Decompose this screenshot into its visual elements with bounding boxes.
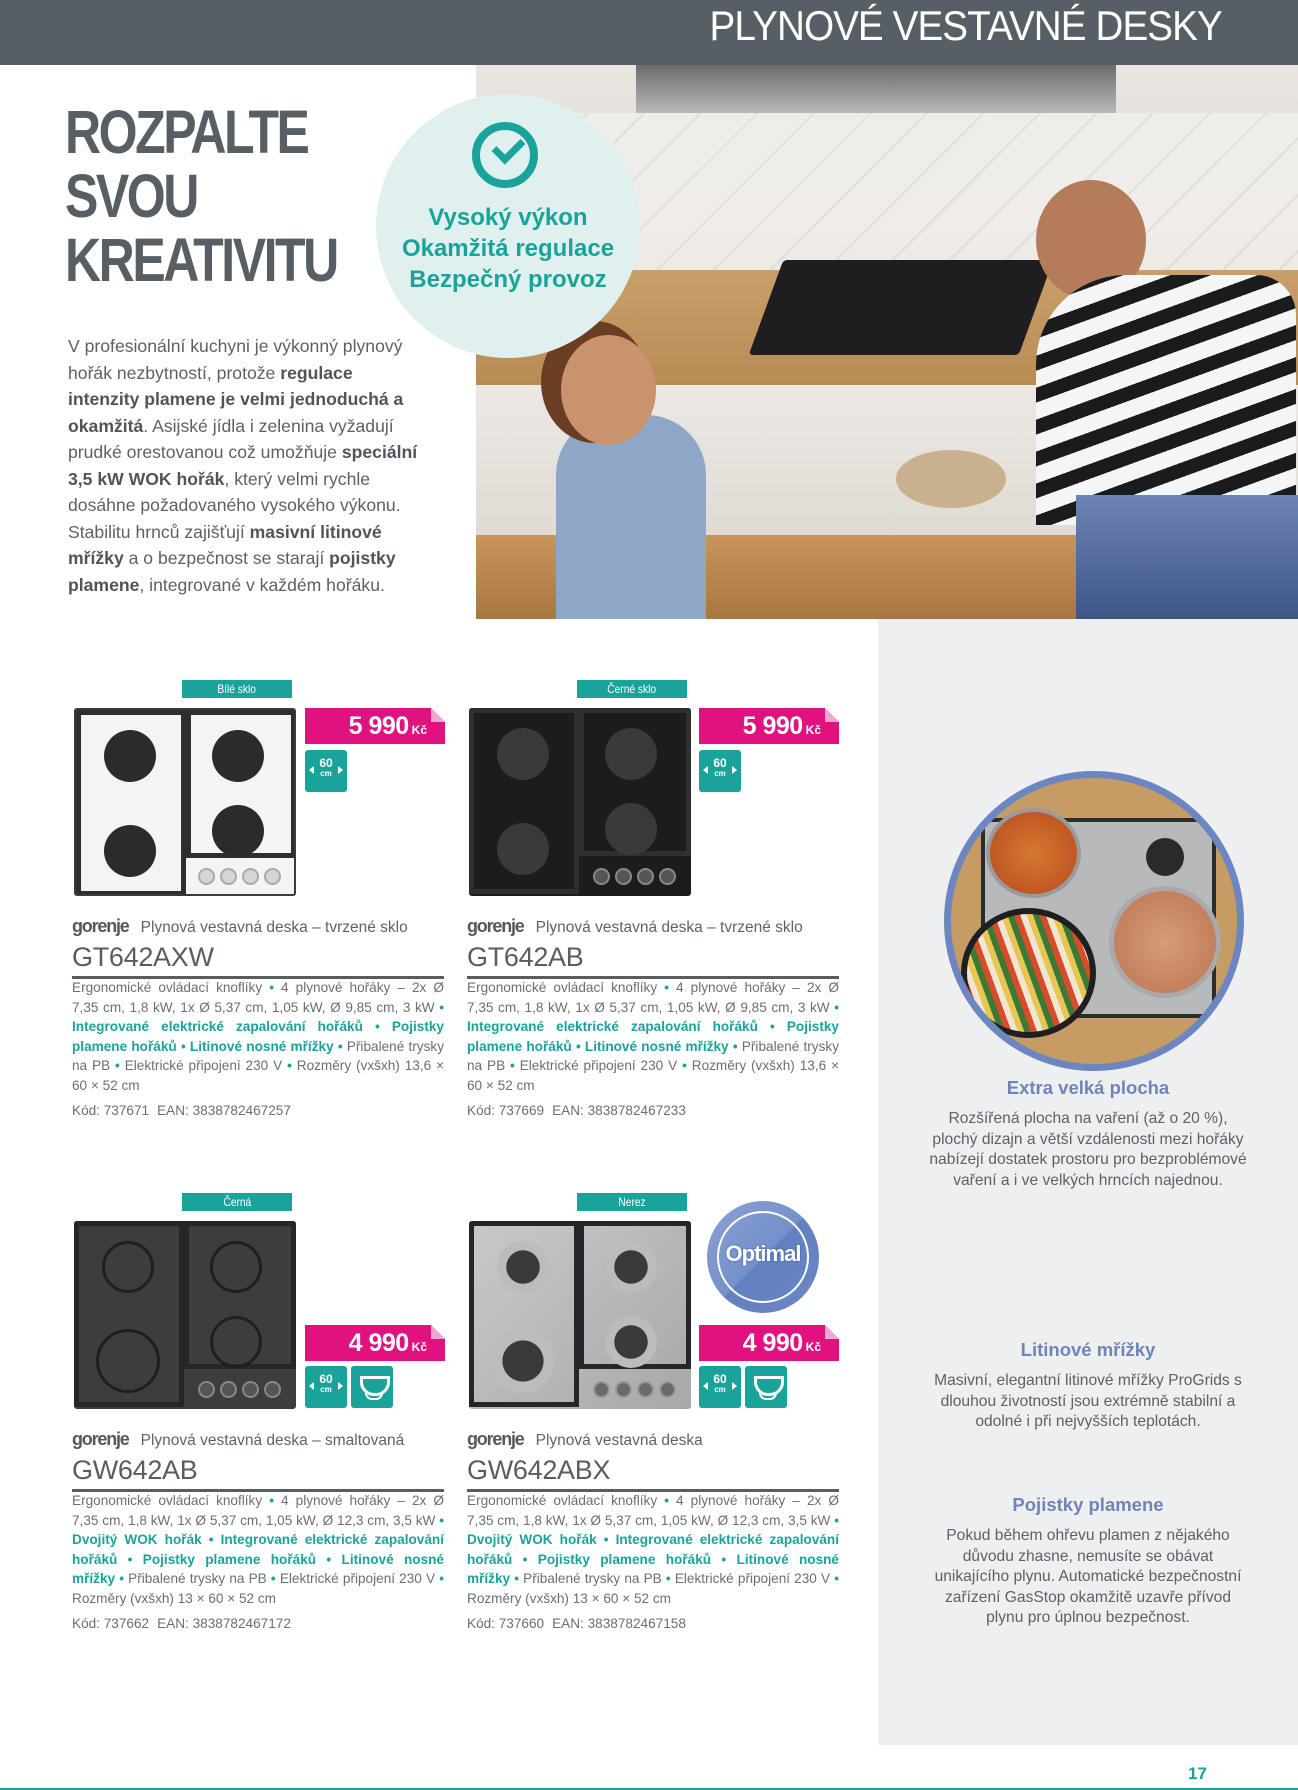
photo-pot [986, 808, 1081, 898]
product-model[interactable]: GT642AB [467, 942, 584, 972]
control-knob [242, 868, 259, 885]
spec-text: Ergonomické ovládací knoflíky [72, 980, 270, 995]
bullet-separator: • [326, 1551, 332, 1567]
brand-logo: gorenje [467, 916, 524, 936]
feature-title: Litinové mřížky [1020, 1339, 1156, 1360]
bullet-separator: • [732, 1038, 738, 1054]
control-knob [637, 868, 654, 885]
product-codes [72, 1616, 291, 1631]
intro-paragraph [68, 333, 428, 598]
spec-text: Přibalené trysky na PB [123, 1571, 271, 1586]
spec-text: Přibalené trysky na PB [518, 1571, 666, 1586]
bullet-separator: • [514, 1571, 519, 1586]
feature-highlight: Integrované elektrické zapalování hořáků [467, 1532, 839, 1567]
feature-highlight: Litinové nosné mřížky [467, 1551, 839, 1586]
product-image-hob [469, 708, 691, 896]
spec-text: Rozměry (vxšxh) 13,6 × 60 × 52 cm [467, 1058, 840, 1093]
burner [497, 823, 549, 875]
burner [212, 730, 264, 782]
control-knob [220, 868, 237, 885]
wok-icon [351, 1366, 393, 1408]
wok-burner [491, 1329, 555, 1393]
arrow-right-icon [732, 766, 737, 774]
product-image-hob [74, 708, 296, 896]
bullet-separator: • [180, 1038, 186, 1054]
brand-logo: gorenje [467, 1429, 524, 1449]
product-type: Plynová vestavná deska – tvrzené sklo [140, 919, 408, 936]
control-knob [615, 1381, 632, 1398]
arrow-right-icon [338, 766, 343, 774]
photo-girl-head [561, 335, 656, 445]
product-model[interactable]: GW642AB [72, 1455, 198, 1485]
headline-line: ROZPALTE [65, 98, 308, 166]
bullet-separator: • [337, 1038, 343, 1054]
product-heading [72, 916, 408, 937]
size-value: 60 [713, 756, 727, 770]
product-heading [72, 1429, 404, 1450]
spec-text: Přibalené trysky na PB [72, 1038, 444, 1073]
burner [605, 728, 657, 780]
cooking-photo-circle [944, 771, 1244, 1071]
optimal-label: Optimal [725, 1241, 801, 1266]
feature-text: Rozšířená plocha na vaření (až o 20 %), plochý dizajn a větší vzdálenosti mezi hořáky nabízejí dostatek prostoru pro bezproblémové vaření a i ve velkých hrncích najednou. [929, 1110, 1247, 1189]
product-image-hob [74, 1221, 296, 1409]
burner [210, 1316, 262, 1368]
spec-text: Ergonomické ovládací knoflíky [467, 1493, 665, 1508]
burner [605, 1241, 657, 1293]
bullet-separator: • [603, 1532, 609, 1547]
product-code: Kód: 737662 [72, 1616, 150, 1631]
bullet-separator: • [834, 1512, 839, 1528]
spec-text: Ergonomické ovládací knoflíky [72, 1493, 270, 1508]
intro-text-run: , integrované v každém hořáku. [139, 574, 385, 595]
headline-line: KREATIVITU [65, 226, 337, 294]
product-ean: EAN: 3838782467172 [157, 1616, 291, 1631]
spec-text: 4 plynové hořáky – 2x Ø 7,35 cm, 1,8 kW, 1x Ø 5,37 cm, 1,05 kW, Ø 12,3 cm, 3,5 kW [467, 1493, 839, 1528]
bullet-separator: • [664, 980, 669, 995]
color-tag: Černé sklo [577, 680, 687, 698]
spec-text: Elektrické připojení 230 V [119, 1058, 288, 1073]
size-unit: cm [714, 1385, 726, 1394]
product-model[interactable]: GT642AXW [72, 942, 214, 972]
price-value: 4 990 [742, 1329, 803, 1357]
control-knob [264, 1381, 281, 1398]
spec-text: Přibalené trysky na PB [467, 1038, 839, 1073]
control-knob [593, 1381, 610, 1398]
color-tag: Nerez [577, 1193, 687, 1211]
benefit-item: Bezpečný provoz [409, 266, 607, 293]
color-tag: Černá [182, 1193, 292, 1211]
bullet-separator: • [270, 1571, 276, 1586]
control-knob [198, 868, 215, 885]
product-ean: EAN: 3838782467158 [552, 1616, 686, 1631]
spec-text: Rozměry (vxšxh) 13,6 × 60 × 52 cm [72, 1058, 445, 1093]
product-description [72, 978, 444, 1095]
spec-text: Rozměry (vxšxh) 13 × 60 × 52 cm [467, 1590, 671, 1606]
price-currency: Kč [805, 1340, 821, 1354]
photo-plate [896, 450, 1006, 508]
feature-highlight: Dvojitý WOK hořák [467, 1532, 604, 1547]
feature-sidebar [878, 619, 1298, 1745]
width-60cm-badge [699, 1366, 741, 1408]
bullet-separator: • [269, 980, 274, 995]
product-codes [467, 1103, 686, 1118]
product-description [467, 1491, 839, 1608]
bullet-separator: • [522, 1551, 528, 1567]
headline-line: SVOU [65, 162, 197, 230]
bullet-separator: • [439, 999, 444, 1015]
benefit-item: Vysoký výkon [428, 204, 588, 231]
size-value: 60 [319, 1372, 333, 1386]
bullet-separator: • [510, 1058, 515, 1073]
feature-text: Pokud během ohřevu plamen z nějakého důvodu zhasne, nemusíte se obávat unikajícího plynu. Automatické bezpečnostní zařízení GasStop okamžitě uzavře přívod plynu pro úplnou bezpečnost. [934, 1527, 1242, 1627]
width-60cm-badge [305, 750, 347, 792]
bullet-separator: • [119, 1571, 124, 1586]
bullet-separator: • [439, 1571, 444, 1586]
feature-highlight: Dvojitý WOK hořák [72, 1532, 209, 1547]
control-knob [220, 1381, 237, 1398]
control-knob [659, 868, 676, 885]
control-knob [637, 1381, 654, 1398]
spec-text: Elektrické připojení 230 V [514, 1058, 683, 1073]
bullet-separator: • [575, 1038, 581, 1054]
bullet-separator: • [770, 1019, 775, 1034]
product-description [467, 978, 839, 1095]
feature-highlight: Litinové nosné mřížky [185, 1038, 338, 1054]
price-value: 5 990 [742, 712, 803, 740]
size-unit: cm [320, 769, 332, 778]
product-type: Plynová vestavná deska [535, 1432, 703, 1449]
feature-flame-safety [878, 1494, 1298, 1629]
product-image-hob [469, 1221, 691, 1409]
intro-text-run: , který velmi rychle dosáhne požadovaného vysokého výkonu. Stabilitu hrnců zajišťují [68, 468, 401, 542]
check-circle-icon [472, 122, 538, 188]
intro-text-emphasis: pojistky plamene [68, 548, 396, 595]
optimal-badge [707, 1201, 819, 1313]
feature-highlight: Pojistky plamene hořáků [467, 1019, 839, 1054]
feature-highlight: Pojistky plamene hořáků [72, 1019, 444, 1054]
size-value: 60 [319, 756, 333, 770]
header-bar [0, 0, 1298, 65]
size-unit: cm [320, 1385, 332, 1394]
bullet-separator: • [834, 999, 839, 1015]
feature-highlight: Litinové nosné mřížky [72, 1551, 444, 1586]
brand-logo: gorenje [72, 1429, 129, 1449]
page-category-title: PLYNOVÉ VESTAVNÉ DESKY [709, 2, 1222, 49]
burner [497, 728, 549, 780]
intro-text-emphasis: speciální 3,5 kW WOK hořák [68, 442, 418, 489]
feature-highlight: Litinové nosné mřížky [580, 1038, 733, 1054]
feature-title: Extra velká plocha [1006, 1077, 1170, 1098]
feature-highlight: Pojistky plamene hořáků [527, 1551, 722, 1567]
spec-text: 4 plynové hořáky – 2x Ø 7,35 cm, 1,8 kW, 1x Ø 5,37 cm, 1,05 kW, Ø 12,3 cm, 3,5 kW [72, 1493, 444, 1528]
feature-highlight: Integrované elektrické zapalování hořáků [72, 1019, 375, 1034]
burner [605, 1316, 657, 1368]
feature-highlight: Integrované elektrické zapalování hořáků [467, 1019, 770, 1034]
control-knob [615, 868, 632, 885]
bullet-separator: • [834, 1571, 839, 1586]
bullet-separator: • [682, 1058, 687, 1073]
benefit-item: Okamžitá regulace [401, 235, 615, 262]
feature-highlight: Integrované elektrické zapalování hořáků [72, 1532, 444, 1567]
feature-highlight: Pojistky plamene hořáků [132, 1551, 327, 1567]
color-tag: Bílé sklo [182, 680, 292, 698]
intro-text-emphasis: regulace intenzity plamene je velmi jednoduchá a okamžitá [68, 362, 404, 436]
width-60cm-badge [305, 1366, 347, 1408]
burner [210, 1241, 262, 1293]
product-type: Plynová vestavná deska – tvrzené sklo [535, 919, 803, 936]
burner [102, 1241, 154, 1293]
bullet-separator: • [439, 1512, 444, 1528]
size-value: 60 [713, 1372, 727, 1386]
photo-wok [961, 908, 1096, 1038]
control-knob [659, 1381, 676, 1398]
photo-pan [1109, 886, 1221, 998]
product-code: Kód: 737660 [467, 1616, 545, 1631]
feature-title: Pojistky plamene [1012, 1494, 1164, 1515]
price-tag [305, 1325, 445, 1361]
product-codes [72, 1103, 291, 1118]
price-tag [699, 1325, 839, 1361]
product-code: Kód: 737669 [467, 1103, 545, 1118]
page-number: 17 [1188, 1764, 1207, 1783]
arrow-right-icon [732, 1382, 737, 1390]
intro-text-run: . Asijské jídla i zelenina vyžadují prudké orestovanou což umožňuje [68, 415, 394, 462]
control-knob [593, 868, 610, 885]
bullet-separator: • [664, 1493, 669, 1508]
price-value: 5 990 [348, 712, 409, 740]
bullet-separator: • [208, 1532, 214, 1547]
spec-text: Ergonomické ovládací knoflíky [467, 980, 665, 995]
price-value: 4 990 [348, 1329, 409, 1357]
spec-text: 4 plynové hořáky – 2x Ø 7,35 cm, 1,8 kW, 1x Ø 5,37 cm, 1,05 kW, Ø 9,85 cm, 3 kW [72, 980, 444, 1015]
product-model[interactable]: GW642ABX [467, 1455, 611, 1485]
product-code: Kód: 737671 [72, 1103, 150, 1118]
spec-text: Elektrické připojení 230 V [670, 1571, 835, 1586]
photo-range-hood [636, 65, 1116, 113]
brand-logo: gorenje [72, 916, 129, 936]
price-currency: Kč [411, 1340, 427, 1354]
bullet-separator: • [375, 1019, 380, 1034]
intro-text-emphasis: masivní litinové mřížky [68, 521, 382, 568]
product-ean: EAN: 3838782467257 [157, 1103, 291, 1118]
intro-text-run: a o bezpečnost se starají [123, 548, 330, 568]
price-tag [699, 708, 839, 744]
feature-extra-large-surface [878, 1077, 1298, 1191]
intro-text-run: V profesionální kuchyni je výkonný plynový hořák nezbytností, protože [68, 336, 403, 383]
feature-cast-iron-grates [878, 1339, 1298, 1433]
burner [212, 805, 264, 857]
burner [497, 1241, 549, 1293]
bullet-separator: • [115, 1058, 120, 1073]
wok-burner [96, 1329, 160, 1393]
price-tag [305, 708, 445, 744]
product-type: Plynová vestavná deska – smaltovaná [140, 1432, 405, 1449]
spec-text: 4 plynové hořáky – 2x Ø 7,35 cm, 1,8 kW, 1x Ø 5,37 cm, 1,05 kW, Ø 9,85 cm, 3 kW [467, 980, 839, 1015]
benefit-list [376, 202, 640, 295]
control-knob [242, 1381, 259, 1398]
width-60cm-badge [699, 750, 741, 792]
wok-icon [745, 1366, 787, 1408]
feature-text: Masivní, elegantní litinové mřížky ProGrids s dlouhou životností jsou extrémně stabilní a odolné i při nejvyšších teplotách. [934, 1372, 1242, 1431]
photo-burner [1146, 838, 1184, 876]
burner [104, 730, 156, 782]
burner [104, 825, 156, 877]
photo-man [1036, 275, 1296, 525]
control-knob [198, 1381, 215, 1398]
bullet-separator: • [287, 1058, 292, 1073]
bullet-separator: • [721, 1551, 727, 1567]
intro-headline [65, 100, 337, 292]
photo-girl [556, 415, 706, 619]
size-unit: cm [714, 769, 726, 778]
product-ean: EAN: 3838782467233 [552, 1103, 686, 1118]
price-currency: Kč [411, 723, 427, 737]
benefit-badge [376, 94, 640, 358]
photo-man-jeans [1076, 495, 1298, 619]
price-currency: Kč [805, 723, 821, 737]
product-heading [467, 1429, 703, 1450]
bullet-separator: • [127, 1551, 133, 1567]
product-description [72, 1491, 444, 1608]
burner [605, 803, 657, 855]
arrow-right-icon [338, 1382, 343, 1390]
product-heading [467, 916, 803, 937]
product-codes [467, 1616, 686, 1631]
bullet-separator: • [269, 1493, 274, 1508]
photo-gas-hob [749, 260, 1054, 355]
spec-text: Elektrické připojení 230 V [275, 1571, 440, 1586]
spec-text: Rozměry (vxšxh) 13 × 60 × 52 cm [72, 1590, 276, 1606]
bullet-separator: • [665, 1571, 671, 1586]
control-knob [264, 868, 281, 885]
